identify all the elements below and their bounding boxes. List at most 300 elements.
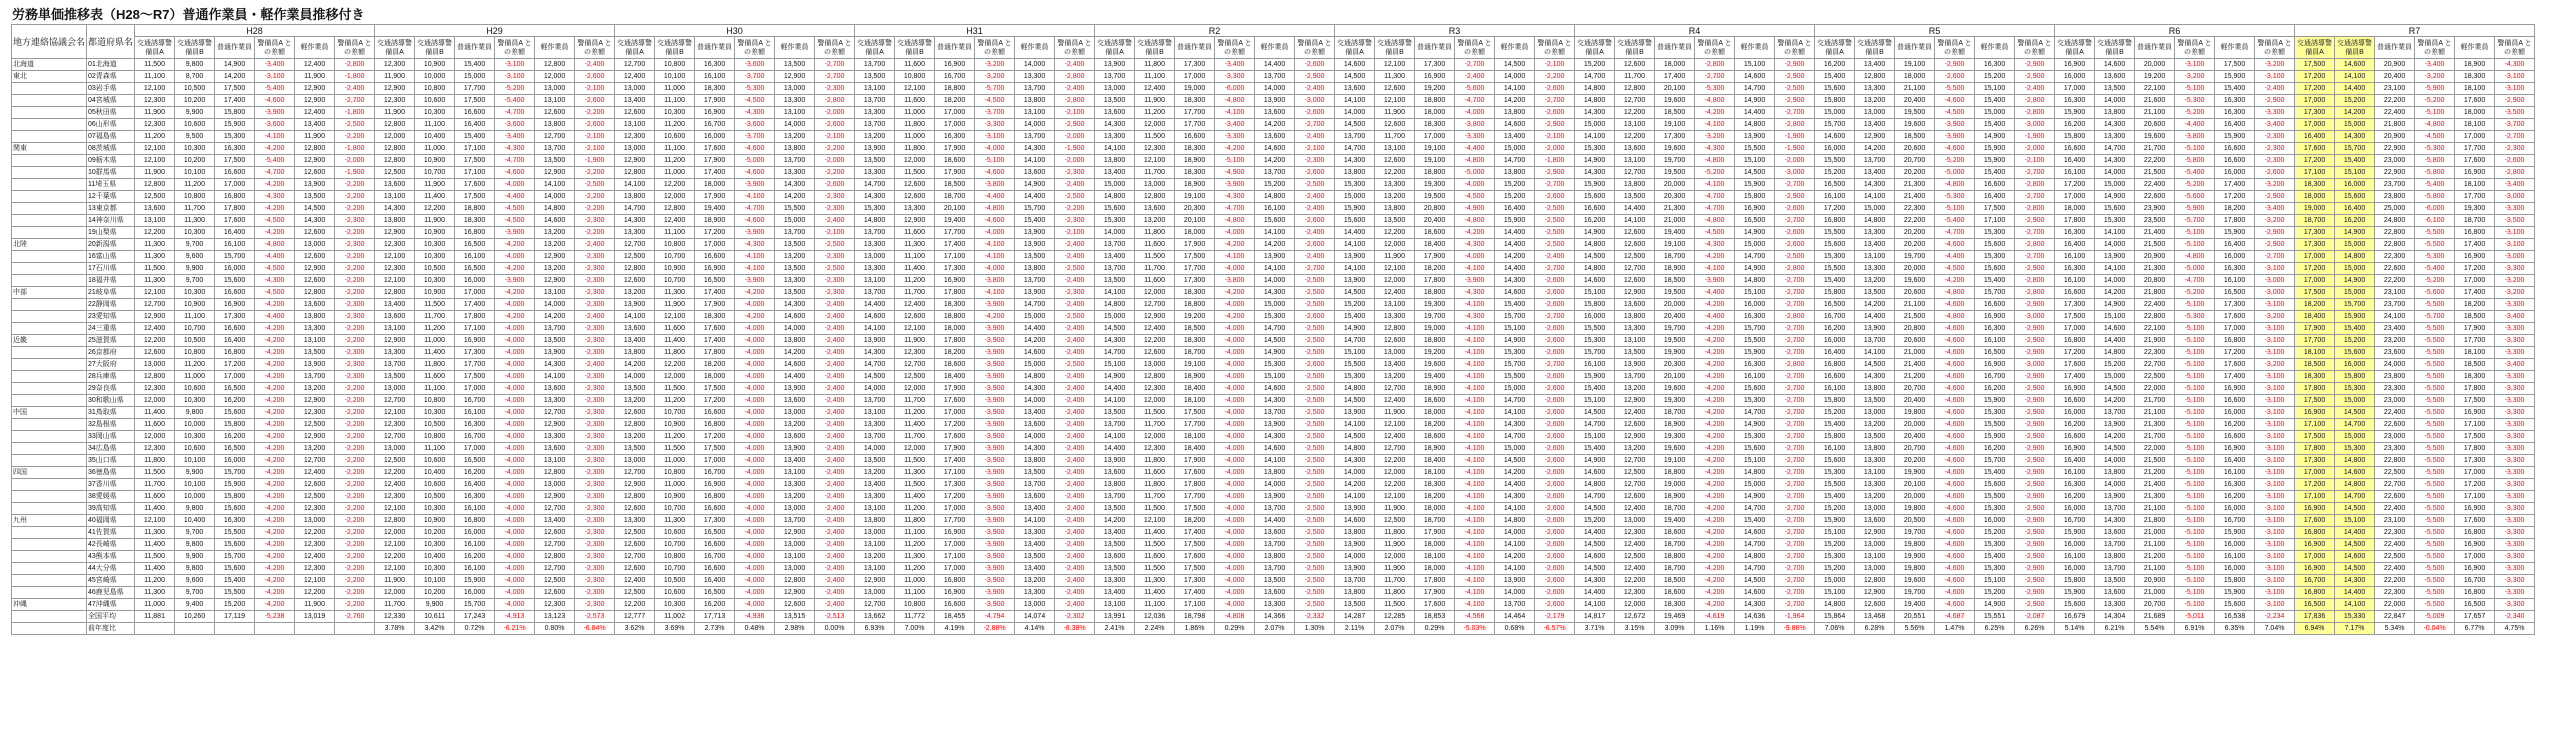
value-cell: 22,600 — [2375, 419, 2415, 431]
value-cell: 14,000 — [2095, 167, 2135, 179]
value-cell: 12,500 — [375, 455, 415, 467]
value-cell: 12,300 — [295, 503, 335, 515]
table-row — [12, 551, 2535, 563]
prefecture-cell: 01北海道 — [87, 59, 135, 71]
value-cell: 16,100 — [2055, 275, 2095, 287]
value-cell: -3,000 — [1295, 95, 1335, 107]
value-cell: -2,500 — [1295, 419, 1335, 431]
value-cell: -5,500 — [2415, 395, 2455, 407]
value-cell: 12,600 — [615, 107, 655, 119]
value-cell: 17,100 — [2295, 491, 2335, 503]
value-cell: 6.21% — [2095, 623, 2135, 635]
value-cell: -4,936 — [735, 611, 775, 623]
value-cell: 14,800 — [1495, 515, 1535, 527]
value-cell: -4,600 — [1935, 407, 1975, 419]
value-cell: 10,200 — [415, 527, 455, 539]
value-cell: 13,200 — [615, 287, 655, 299]
value-cell: 18,900 — [2455, 59, 2495, 71]
value-cell: 10,260 — [175, 611, 215, 623]
col-header-pref: 都道府県名 — [87, 25, 135, 59]
value-cell: -2,200 — [335, 263, 375, 275]
value-cell: 14,600 — [2095, 59, 2135, 71]
value-cell: 19,800 — [1895, 563, 1935, 575]
value-cell — [135, 623, 175, 635]
value-cell: -2,900 — [2015, 407, 2055, 419]
value-cell: -3,900 — [975, 503, 1015, 515]
prefecture-cell: 26京都府 — [87, 347, 135, 359]
value-cell: 16,600 — [215, 287, 255, 299]
value-cell: 11,600 — [895, 227, 935, 239]
value-cell: 12,036 — [1135, 611, 1175, 623]
value-cell: -2,600 — [1535, 491, 1575, 503]
value-cell: 22,200 — [2375, 95, 2415, 107]
value-cell: 15,300 — [1815, 251, 1855, 263]
value-cell: 13,200 — [775, 251, 815, 263]
value-cell: 13,700 — [1095, 71, 1135, 83]
value-cell: 18,300 — [695, 83, 735, 95]
value-cell: 16,400 — [455, 479, 495, 491]
value-cell: 10,400 — [415, 131, 455, 143]
value-cell: 15,000 — [1735, 479, 1775, 491]
value-cell: -2,400 — [1055, 503, 1095, 515]
value-cell: 12,000 — [135, 395, 175, 407]
value-cell: 11,100 — [415, 119, 455, 131]
value-cell: 14,900 — [1575, 155, 1615, 167]
value-cell: -4,000 — [1215, 587, 1255, 599]
value-cell: 13,400 — [1855, 167, 1895, 179]
value-cell: 16,200 — [1815, 323, 1855, 335]
value-cell: -2,700 — [1775, 527, 1815, 539]
value-cell: 1.86% — [1175, 623, 1215, 635]
value-cell: 15,800 — [1815, 395, 1855, 407]
region-cell — [12, 131, 87, 143]
value-cell: 10,200 — [415, 587, 455, 599]
value-cell: 12,200 — [615, 599, 655, 611]
value-cell: -5,100 — [2175, 503, 2215, 515]
value-cell: 17,800 — [1175, 479, 1215, 491]
value-cell: 17,100 — [935, 551, 975, 563]
value-cell: 14,000 — [1255, 479, 1295, 491]
value-cell: 12,600 — [1375, 119, 1415, 131]
value-cell: 17,900 — [695, 95, 735, 107]
value-cell: 18,300 — [935, 299, 975, 311]
value-cell: 17,000 — [1415, 131, 1455, 143]
value-cell: 13,500 — [1095, 95, 1135, 107]
value-cell: -3,100 — [2255, 575, 2295, 587]
value-cell: 15,900 — [455, 575, 495, 587]
value-cell: 11,200 — [655, 119, 695, 131]
value-cell: -2,340 — [2495, 611, 2535, 623]
value-cell: -3,800 — [975, 179, 1015, 191]
value-cell: 17,000 — [2295, 275, 2335, 287]
value-cell: 3.09% — [1655, 623, 1695, 635]
value-cell: 13,000 — [775, 503, 815, 515]
value-cell: 13,800 — [375, 215, 415, 227]
value-cell: 18,000 — [2295, 191, 2335, 203]
value-cell: 15,700 — [455, 599, 495, 611]
value-cell: -2,400 — [815, 539, 855, 551]
value-cell: 16,538 — [2215, 611, 2255, 623]
value-cell: 16,900 — [2455, 251, 2495, 263]
value-cell: -1,900 — [1055, 143, 1095, 155]
value-cell: -5,100 — [2175, 431, 2215, 443]
value-cell: 12,400 — [1615, 503, 1655, 515]
value-cell: -2,200 — [335, 515, 375, 527]
value-cell: 11,200 — [655, 431, 695, 443]
value-cell: 14,000 — [1015, 395, 1055, 407]
value-cell: -2,200 — [335, 527, 375, 539]
prefecture-cell: 17石川県 — [87, 263, 135, 275]
value-cell: -2,300 — [815, 191, 855, 203]
value-cell: 13,800 — [1015, 263, 1055, 275]
value-cell: 12,500 — [375, 167, 415, 179]
value-cell: 0.68% — [1495, 623, 1535, 635]
region-cell — [12, 455, 87, 467]
value-cell: -2,300 — [815, 83, 855, 95]
value-cell: -4,200 — [1215, 311, 1255, 323]
value-cell: 13,100 — [1375, 143, 1415, 155]
value-cell: 3.69% — [655, 623, 695, 635]
value-cell: -4,200 — [1935, 275, 1975, 287]
value-cell: 16,100 — [1255, 203, 1295, 215]
value-cell: 16,600 — [935, 599, 975, 611]
value-cell: 13,000 — [1855, 503, 1895, 515]
value-cell: -2,700 — [1775, 323, 1815, 335]
value-cell: -2,400 — [575, 311, 615, 323]
value-cell: 10,700 — [415, 167, 455, 179]
value-cell: 13,200 — [535, 263, 575, 275]
value-cell: -2,600 — [1535, 287, 1575, 299]
value-cell: -6,000 — [1215, 83, 1255, 95]
value-cell: -4,000 — [1215, 551, 1255, 563]
value-cell: 17,600 — [935, 431, 975, 443]
value-cell: 13,400 — [775, 455, 815, 467]
value-cell: -2,900 — [2015, 71, 2055, 83]
value-cell: 12,600 — [1615, 491, 1655, 503]
table-row — [12, 575, 2535, 587]
value-cell: 12,800 — [1135, 371, 1175, 383]
value-cell: 16,100 — [1815, 443, 1855, 455]
value-cell: 18,700 — [1655, 503, 1695, 515]
value-cell: 13,700 — [1255, 407, 1295, 419]
value-cell: -2,300 — [575, 371, 615, 383]
value-cell: 17,200 — [695, 431, 735, 443]
value-cell: 19,300 — [1655, 431, 1695, 443]
value-cell: 12,900 — [295, 83, 335, 95]
value-cell: 16,600 — [215, 323, 255, 335]
value-cell: -4,200 — [255, 179, 295, 191]
value-cell: 9,900 — [175, 263, 215, 275]
prefecture-cell: 08茨城県 — [87, 143, 135, 155]
value-cell: 13,200 — [1135, 215, 1175, 227]
col-header-light: 軽作業員 — [535, 37, 575, 59]
value-cell: 13,600 — [1015, 419, 1055, 431]
value-cell: -3,900 — [975, 587, 1015, 599]
value-cell: 11,800 — [1135, 59, 1175, 71]
value-cell: 14,200 — [535, 311, 575, 323]
prefecture-cell: 05秋田県 — [87, 107, 135, 119]
value-cell: 14,700 — [1495, 395, 1535, 407]
value-cell: 11,500 — [135, 263, 175, 275]
value-cell: 13,300 — [375, 347, 415, 359]
value-cell — [295, 623, 335, 635]
value-cell: -2,700 — [1775, 107, 1815, 119]
value-cell: 16,700 — [455, 395, 495, 407]
value-cell: 16,500 — [215, 443, 255, 455]
col-header-diff_l: 警備員A との差額 — [1055, 37, 1095, 59]
value-cell: 14,800 — [2335, 251, 2375, 263]
value-cell: 12,200 — [375, 467, 415, 479]
value-cell: 4.14% — [1015, 623, 1055, 635]
value-cell: 13,500 — [1615, 347, 1655, 359]
value-cell: 20,700 — [1895, 155, 1935, 167]
value-cell: -2,600 — [1535, 107, 1575, 119]
value-cell: -4,100 — [975, 251, 1015, 263]
value-cell: -4,200 — [1695, 539, 1735, 551]
table-row — [12, 383, 2535, 395]
value-cell: 12,700 — [375, 395, 415, 407]
value-cell: -2,500 — [1295, 179, 1335, 191]
value-cell: -2,900 — [2255, 95, 2295, 107]
value-cell: 13,400 — [375, 299, 415, 311]
value-cell: 11,000 — [655, 167, 695, 179]
value-cell: -4,100 — [735, 263, 775, 275]
value-cell: -4,100 — [1455, 587, 1495, 599]
value-cell: 18,000 — [1415, 407, 1455, 419]
value-cell: 16,300 — [935, 131, 975, 143]
value-cell: 12,400 — [135, 323, 175, 335]
value-cell: 13,500 — [1095, 407, 1135, 419]
value-cell: 17,500 — [2295, 431, 2335, 443]
value-cell: 14,400 — [1495, 263, 1535, 275]
value-cell: -3,100 — [2255, 299, 2295, 311]
value-cell: 18,300 — [455, 215, 495, 227]
table-row — [12, 71, 2535, 83]
value-cell: 16,400 — [2055, 155, 2095, 167]
value-cell: 15,900 — [1815, 515, 1855, 527]
col-header-light: 軽作業員 — [2215, 37, 2255, 59]
value-cell: 17,600 — [695, 143, 735, 155]
value-cell: 18,000 — [1415, 107, 1455, 119]
value-cell: 13,300 — [855, 263, 895, 275]
value-cell: 17,400 — [935, 455, 975, 467]
value-cell: 18,900 — [695, 215, 735, 227]
value-cell: -5,100 — [2175, 371, 2215, 383]
value-cell: 17,800 — [2295, 443, 2335, 455]
value-cell: -3,100 — [2255, 71, 2295, 83]
value-cell: 15,000 — [1815, 575, 1855, 587]
value-cell: 16,100 — [1815, 191, 1855, 203]
value-cell: 12,900 — [535, 251, 575, 263]
col-header-light: 軽作業員 — [1975, 37, 2015, 59]
value-cell: -2,900 — [2015, 515, 2055, 527]
value-cell: -2,400 — [815, 527, 855, 539]
value-cell: 22,100 — [2135, 83, 2175, 95]
value-cell: 16,300 — [2055, 227, 2095, 239]
value-cell: 17,000 — [215, 179, 255, 191]
value-cell: 19,200 — [1415, 347, 1455, 359]
value-cell: 14,900 — [2335, 275, 2375, 287]
value-cell: 14,400 — [1095, 443, 1135, 455]
value-cell: 13,700 — [1095, 263, 1135, 275]
prefecture-cell: 37香川県 — [87, 479, 135, 491]
value-cell: 15,500 — [215, 527, 255, 539]
value-cell: 16,100 — [1575, 359, 1615, 371]
value-cell: 12,800 — [375, 515, 415, 527]
value-cell: 11,500 — [135, 551, 175, 563]
value-cell: 12,300 — [535, 599, 575, 611]
value-cell: -2,200 — [575, 227, 615, 239]
value-cell: 14,700 — [1255, 323, 1295, 335]
value-cell: 12,200 — [1135, 335, 1175, 347]
value-cell: 13,600 — [1255, 527, 1295, 539]
value-cell: 13,800 — [1015, 455, 1055, 467]
value-cell: 22,300 — [2135, 347, 2175, 359]
value-cell: 13,662 — [855, 611, 895, 623]
value-cell: 14,000 — [1335, 467, 1375, 479]
value-cell: 13,100 — [1855, 551, 1895, 563]
value-cell: 16,300 — [1735, 311, 1775, 323]
value-cell: -1,964 — [1775, 611, 1815, 623]
value-cell: -2,300 — [335, 311, 375, 323]
value-cell: 13,500 — [1095, 563, 1135, 575]
value-cell: 15,100 — [1255, 371, 1295, 383]
value-cell: -2,700 — [1535, 311, 1575, 323]
value-cell: -2,600 — [1535, 551, 1575, 563]
value-cell: 13,400 — [615, 95, 655, 107]
value-cell: -3,900 — [1215, 179, 1255, 191]
value-cell: -4,000 — [1215, 299, 1255, 311]
value-cell: 17,800 — [2215, 215, 2255, 227]
value-cell: 16,600 — [2215, 143, 2255, 155]
value-cell: 12,600 — [1615, 227, 1655, 239]
col-header-worker: 普通作業員 — [1655, 37, 1695, 59]
value-cell: 14,500 — [1735, 575, 1775, 587]
value-cell: 14,700 — [2335, 491, 2375, 503]
value-cell: 16,600 — [695, 563, 735, 575]
value-cell: -2,300 — [1055, 215, 1095, 227]
value-cell: 17,300 — [2295, 239, 2335, 251]
value-cell: 14,200 — [1495, 467, 1535, 479]
col-header-diff_l: 警備員A との差額 — [335, 37, 375, 59]
value-cell: 12,900 — [375, 335, 415, 347]
value-cell: 15,700 — [2335, 143, 2375, 155]
value-cell: 12,600 — [615, 563, 655, 575]
value-cell: 17,836 — [2295, 611, 2335, 623]
value-cell: -2,600 — [1535, 455, 1575, 467]
value-cell: -2,300 — [575, 299, 615, 311]
value-cell: 13,100 — [1855, 251, 1895, 263]
value-cell: -3,900 — [495, 227, 535, 239]
value-cell: -2,400 — [815, 455, 855, 467]
value-cell: 13,500 — [1095, 539, 1135, 551]
value-cell: 14,100 — [2095, 227, 2135, 239]
value-cell: 14,100 — [1575, 599, 1615, 611]
value-cell: -4,700 — [495, 107, 535, 119]
value-cell: 11,700 — [895, 395, 935, 407]
value-cell: -2,400 — [1055, 179, 1095, 191]
value-cell: 13,800 — [1855, 443, 1895, 455]
value-cell: -2,200 — [335, 599, 375, 611]
value-cell: 13,600 — [1335, 83, 1375, 95]
value-cell: 15,000 — [2335, 263, 2375, 275]
table-row — [12, 119, 2535, 131]
value-cell: 14,900 — [2095, 191, 2135, 203]
value-cell: 13,300 — [1095, 131, 1135, 143]
value-cell: 22,400 — [2375, 539, 2415, 551]
value-cell: 16,200 — [455, 467, 495, 479]
value-cell: 16,400 — [215, 227, 255, 239]
value-cell: -2,600 — [1535, 539, 1575, 551]
value-cell: -2,700 — [1535, 359, 1575, 371]
value-cell: -2,900 — [2015, 587, 2055, 599]
value-cell: -4,200 — [1695, 527, 1735, 539]
value-cell: 17,300 — [935, 479, 975, 491]
value-cell: 13,000 — [775, 563, 815, 575]
value-cell: 21,200 — [2135, 551, 2175, 563]
region-cell — [12, 323, 87, 335]
value-cell: -4,300 — [495, 143, 535, 155]
value-cell: 23,900 — [2135, 203, 2175, 215]
value-cell: 17,300 — [695, 515, 735, 527]
value-cell: 15,900 — [1975, 143, 2015, 155]
value-cell: 16,900 — [2455, 407, 2495, 419]
value-cell: 12,200 — [1615, 107, 1655, 119]
value-cell: 14,600 — [1495, 119, 1535, 131]
value-cell: -2,400 — [1055, 371, 1095, 383]
value-cell: 17,900 — [935, 167, 975, 179]
value-cell: 10,500 — [415, 491, 455, 503]
value-cell: 18,700 — [1655, 251, 1695, 263]
value-cell: -2,600 — [1535, 335, 1575, 347]
value-cell: -4,000 — [1215, 407, 1255, 419]
value-cell: 17,800 — [455, 311, 495, 323]
value-cell: 12,700 — [1375, 383, 1415, 395]
value-cell: -4,000 — [735, 515, 775, 527]
value-cell: 20,600 — [1895, 335, 1935, 347]
value-cell: -3,900 — [975, 383, 1015, 395]
value-cell: -2,600 — [1535, 467, 1575, 479]
value-cell: -2,600 — [1535, 479, 1575, 491]
value-cell: 15,300 — [1815, 467, 1855, 479]
value-cell: 17,500 — [2455, 431, 2495, 443]
value-cell: -5,100 — [2175, 83, 2215, 95]
value-cell: 14,100 — [2335, 599, 2375, 611]
value-cell: 13,300 — [775, 275, 815, 287]
value-cell: 14,300 — [1575, 575, 1615, 587]
value-cell: 15,100 — [1735, 155, 1775, 167]
value-cell: 14,700 — [1735, 83, 1775, 95]
value-cell: 15,000 — [1495, 143, 1535, 155]
value-cell: -5,200 — [1935, 155, 1975, 167]
value-cell: 14,800 — [1335, 443, 1375, 455]
value-cell: -4,500 — [495, 203, 535, 215]
value-cell: -3,900 — [975, 443, 1015, 455]
value-cell: -3,100 — [2255, 371, 2295, 383]
value-cell: -3,300 — [2495, 491, 2535, 503]
value-cell: 11,900 — [375, 71, 415, 83]
value-cell: 17,000 — [455, 443, 495, 455]
value-cell: 14,000 — [1255, 83, 1295, 95]
value-cell: -8.38% — [1055, 623, 1095, 635]
value-cell: 17,700 — [1175, 419, 1215, 431]
value-cell: 17,600 — [2295, 515, 2335, 527]
value-cell: 16,900 — [1415, 71, 1455, 83]
value-cell: -2,300 — [575, 431, 615, 443]
national-average-row — [12, 611, 2535, 623]
value-cell: 13,700 — [2095, 563, 2135, 575]
value-cell: -2,900 — [2015, 371, 2055, 383]
